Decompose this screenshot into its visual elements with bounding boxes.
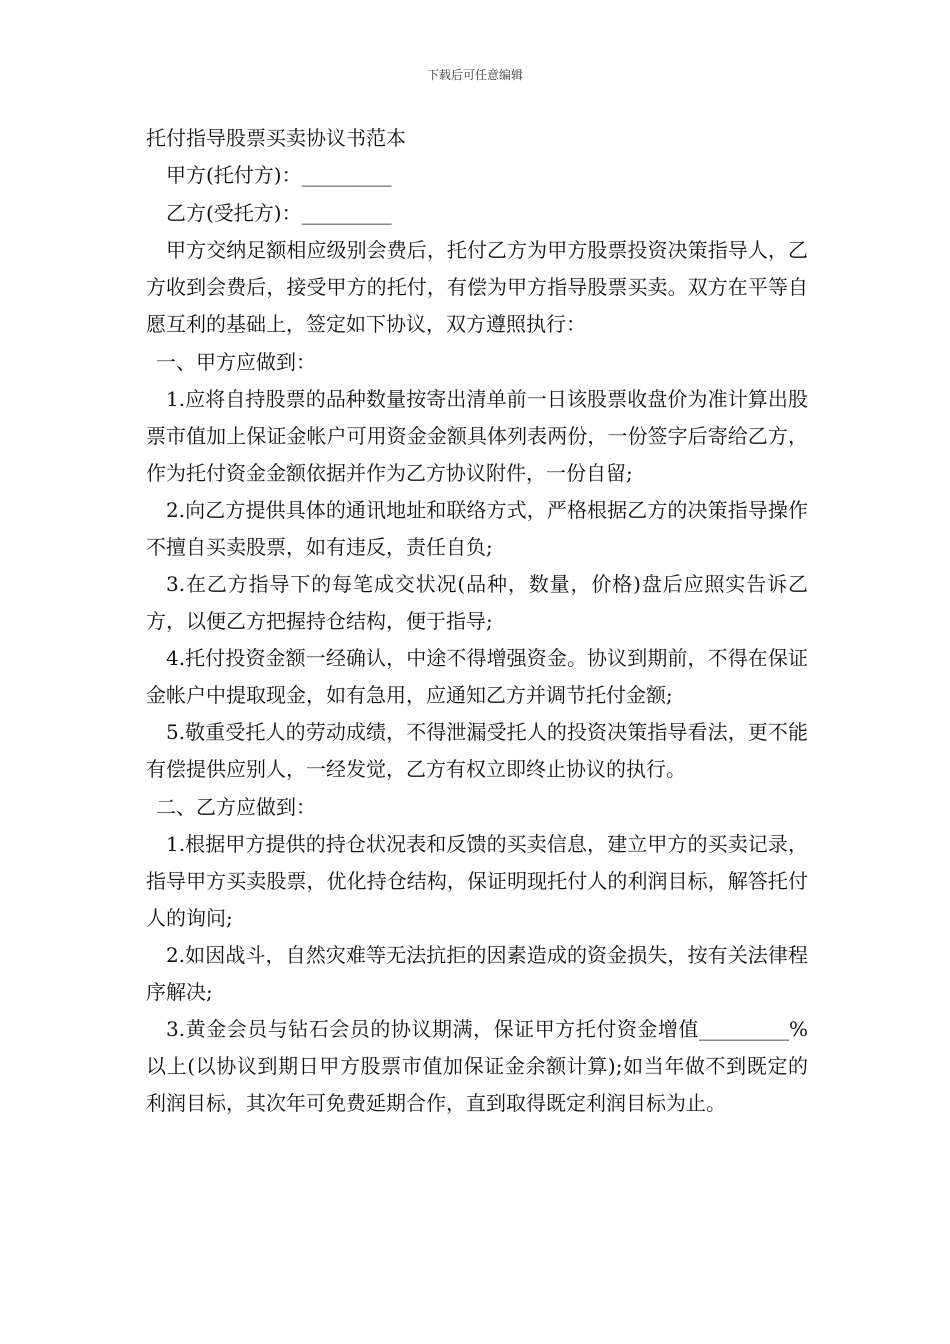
- intro-paragraph: 甲方交纳足额相应级别会费后，托付乙方为甲方股票投资决策指导人，乙方收到会费后，接受甲方的托付，有偿为甲方指导股票买卖。双方在平等自愿互利的基础上，签定如下协议，双方遵照执行：: [146, 238, 808, 336]
- section-1-item: 4.托付投资金额一经确认，中途不得增强资金。协议到期前，不得在保证金帐户中提取现金，如有急用，应通知乙方并调节托付金额;: [146, 646, 808, 707]
- document-title: 托付指导股票买卖协议书范本: [146, 126, 406, 150]
- section-2-item: 1.根据甲方提供的持仓状况表和反馈的买卖信息，建立甲方的买卖记录，指导甲方买卖股票，优化持仓结构，保证明现托付人的利润目标，解答托付人的询问;: [146, 832, 808, 930]
- section-2-item: 2.如因战斗，自然灾难等无法抗拒的因素造成的资金损失，按有关法律程序解决;: [146, 943, 808, 1004]
- document-body: [146, 120, 808, 1122]
- section-1-item: 2.向乙方提供具体的通讯地址和联络方式，严格根据乙方的决策指导操作不擅自买卖股票，如有违反，责任自负;: [146, 498, 808, 559]
- section-1-item: 5.敬重受托人的劳动成绩，不得泄漏受托人的投资决策指导看法，更不能有偿提供应别人，一经发觉，乙方有权立即终止协议的执行。: [146, 720, 808, 781]
- section-1-item: 1.应将自持股票的品种数量按寄出清单前一日该股票收盘价为准计算出股票市值加上保证金帐户可用资金金额具体列表两份，一份签字后寄给乙方，作为托付资金金额依据并作为乙方协议附件，一份自留;: [146, 387, 808, 485]
- section-1-heading: 一、甲方应做到：: [156, 350, 316, 374]
- party-a-field: 甲方(托付方)：_________: [166, 163, 392, 187]
- section-1-item: 3.在乙方指导下的每笔成交状况(品种，数量，价格)盘后应照实告诉乙方，以便乙方把握持仓结构，便于指导;: [146, 572, 808, 633]
- section-2-heading: 二、乙方应做到：: [156, 795, 316, 819]
- page-header-note: 下载后可任意编辑: [426, 68, 523, 82]
- party-b-field: 乙方(受托方)：_________: [166, 201, 392, 225]
- section-2-item: 3.黄金会员与钻石会员的协议期满，保证甲方托付资金增值_________%以上(以协议到期日甲方股票市值加保证金余额计算);如当年做不到既定的利润目标，其次年可免费延期合作，直到取得既定利润目标为止。: [146, 1017, 808, 1115]
